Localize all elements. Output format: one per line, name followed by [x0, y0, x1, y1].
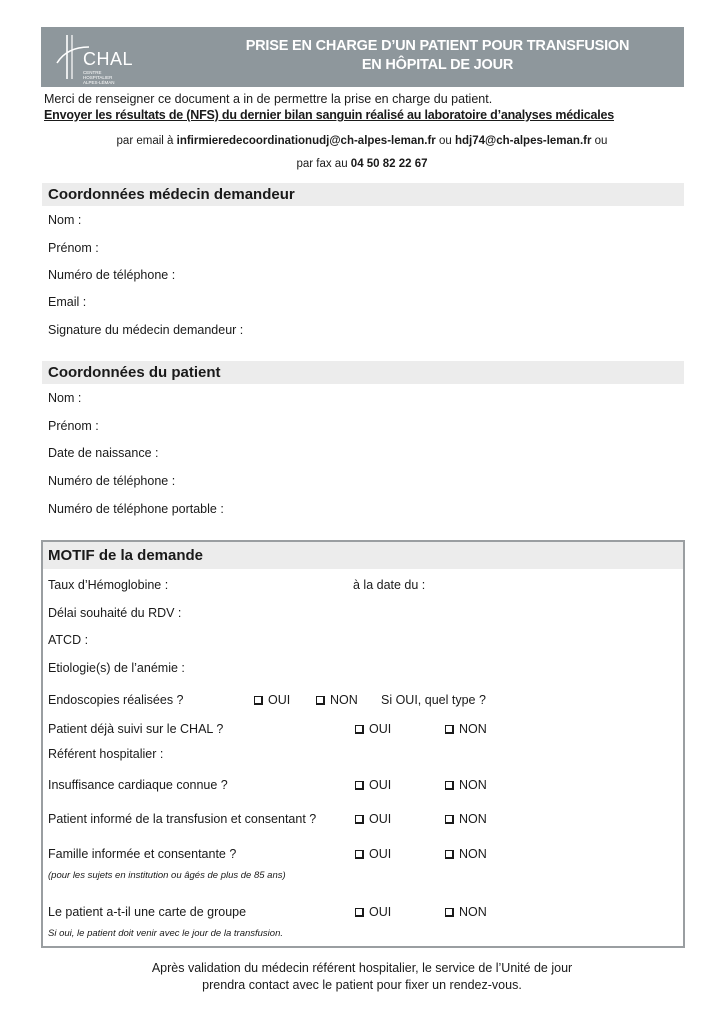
endoscopies-type-field[interactable]: Si OUI, quel type ?	[381, 693, 486, 707]
chal-followup-label: Patient déjà suivi sur le CHAL ?	[48, 722, 224, 736]
blood-group-card-note: Si oui, le patient doit venir avec le jour de la transfusion.	[48, 928, 283, 939]
checkbox-icon	[355, 908, 364, 917]
blood-group-card-yes-checkbox[interactable]: OUI	[355, 905, 391, 919]
checkbox-icon	[445, 850, 454, 859]
doctor-email-field[interactable]: Email :	[48, 295, 87, 309]
doctor-phone-field[interactable]: Numéro de téléphone :	[48, 268, 176, 282]
checkbox-icon	[445, 815, 454, 824]
rdv-delay-field[interactable]: Délai souhaité du RDV :	[48, 606, 182, 620]
patient-mobile-field[interactable]: Numéro de téléphone portable :	[48, 502, 224, 516]
checkbox-icon	[355, 850, 364, 859]
logo-subtitle: CENTRE HOSPITALIER ALPES-LÉMAN	[83, 70, 115, 85]
intro-text: Merci de renseigner ce document a in de permettre la prise en charge du patient.	[44, 92, 493, 106]
contact-email-line: par email à infirmieredecoordinationudj@ch-alpes-leman.fr ou hdj74@ch-alpes-leman.fr ou	[116, 135, 608, 147]
heart-failure-label: Insuffisance cardiaque connue ?	[48, 778, 228, 792]
checkbox-icon	[445, 908, 454, 917]
checkbox-icon	[316, 696, 325, 705]
doctor-prenom-field[interactable]: Prénom :	[48, 241, 99, 255]
motif-section-title: MOTIF de la demande	[43, 542, 683, 569]
family-consent-yes-checkbox[interactable]: OUI	[355, 847, 391, 861]
endoscopies-label: Endoscopies réalisées ?	[48, 693, 184, 707]
patient-consent-yes-checkbox[interactable]: OUI	[355, 812, 391, 826]
blood-group-card-no-checkbox[interactable]: NON	[445, 905, 487, 919]
doctor-signature-field[interactable]: Signature du médecin demandeur :	[48, 323, 244, 337]
chal-followup-no-checkbox[interactable]: NON	[445, 722, 487, 736]
patient-prenom-field[interactable]: Prénom :	[48, 419, 99, 433]
checkbox-icon	[445, 781, 454, 790]
intro-instruction: Envoyer les résultats de (NFS) du dernier bilan sanguin réalisé au laboratoire d’analyses médicales	[44, 108, 614, 122]
patient-nom-field[interactable]: Nom :	[48, 391, 82, 405]
email-link-1[interactable]: infirmieredecoordinationudj@ch-alpes-leman.fr	[176, 135, 436, 147]
patient-consent-no-checkbox[interactable]: NON	[445, 812, 487, 826]
heart-failure-yes-checkbox[interactable]: OUI	[355, 778, 391, 792]
etiology-field[interactable]: Etiologie(s) de l’anémie :	[48, 661, 185, 675]
endoscopies-yes-checkbox[interactable]: OUI	[254, 693, 290, 707]
hemoglobin-date-field[interactable]: à la date du :	[353, 578, 426, 592]
patient-phone-field[interactable]: Numéro de téléphone :	[48, 474, 176, 488]
patient-consent-label: Patient informé de la transfusion et consentant ?	[48, 812, 317, 826]
checkbox-icon	[445, 725, 454, 734]
footer-note: Après validation du médecin référent hospitalier, le service de l’Unité de jour prendra contact avec le patient pour fixer un rendez-vous.	[151, 961, 573, 992]
family-consent-no-checkbox[interactable]: NON	[445, 847, 487, 861]
patient-section-title: Coordonnées du patient	[42, 361, 684, 384]
doctor-nom-field[interactable]: Nom :	[48, 213, 82, 227]
heart-failure-no-checkbox[interactable]: NON	[445, 778, 487, 792]
referent-field[interactable]: Référent hospitalier :	[48, 747, 164, 761]
contact-fax-line: par fax au 04 50 82 22 67	[296, 158, 428, 170]
patient-birthdate-field[interactable]: Date de naissance :	[48, 446, 159, 460]
document-header	[41, 27, 684, 87]
doctor-section-title: Coordonnées médecin demandeur	[42, 183, 684, 206]
page-title: PRISE EN CHARGE D’UN PATIENT POUR TRANSFUSION EN HÔPITAL DE JOUR	[245, 38, 630, 73]
blood-group-card-label: Le patient a-t-il une carte de groupe	[48, 905, 247, 919]
checkbox-icon	[254, 696, 263, 705]
fax-number: 04 50 82 22 67	[350, 158, 428, 170]
motif-section	[41, 540, 685, 948]
checkbox-icon	[355, 781, 364, 790]
hemoglobin-field[interactable]: Taux d’Hémoglobine :	[48, 578, 169, 592]
endoscopies-no-checkbox[interactable]: NON	[316, 693, 358, 707]
logo-text: CHAL	[83, 49, 134, 69]
chal-followup-yes-checkbox[interactable]: OUI	[355, 722, 391, 736]
atcd-field[interactable]: ATCD :	[48, 633, 89, 647]
email-link-2[interactable]: hdj74@ch-alpes-leman.fr	[454, 135, 592, 147]
family-consent-note: (pour les sujets en institution ou âgés de plus de 85 ans)	[48, 870, 286, 881]
checkbox-icon	[355, 725, 364, 734]
checkbox-icon	[355, 815, 364, 824]
chal-logo	[55, 33, 145, 83]
family-consent-label: Famille informée et consentante ?	[48, 847, 237, 861]
